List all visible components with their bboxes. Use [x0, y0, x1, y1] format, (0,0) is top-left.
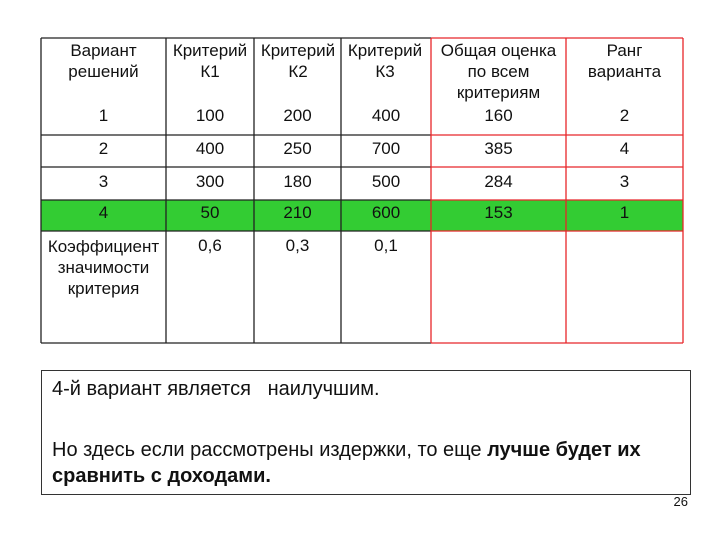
header-k1: Критерий К1: [172, 41, 248, 81]
weight-k1: 0,6: [198, 236, 222, 255]
row3-total: 284: [484, 172, 513, 191]
row2-k1: 400: [195, 139, 225, 158]
header-k2: Критерий К2: [260, 41, 336, 81]
weights-label: Коэффициент значимости критерия: [47, 237, 160, 298]
row4-k1: 50: [200, 203, 220, 222]
row3-k3: 500: [371, 172, 401, 191]
row4-k3: 600: [371, 203, 401, 222]
row2-k3: 700: [371, 139, 401, 158]
row3-k2: 180: [283, 172, 312, 191]
row4-k2: 210: [283, 203, 312, 222]
row4-rank: 1: [619, 203, 630, 222]
conclusion-line-2: Но здесь если рассмотрены издержки, то еще лучше будет их сравнить с доходами.: [52, 439, 641, 487]
row4-variant: 4: [98, 203, 109, 222]
row1-rank: 2: [619, 106, 630, 125]
header-total: Общая оценка по всем критериям: [440, 41, 557, 102]
row3-k1: 300: [195, 172, 225, 191]
header-variant: Вариант решений: [68, 41, 139, 81]
page-number: 26: [673, 494, 688, 509]
row2-total: 385: [484, 139, 513, 158]
header-rank: Ранг варианта: [587, 41, 662, 81]
row3-rank: 3: [619, 172, 630, 191]
row2-variant: 2: [98, 139, 109, 158]
weight-k2: 0,3: [285, 236, 310, 255]
row1-k3: 400: [371, 106, 401, 125]
conclusion-line-1: 4-й вариант является наилучшим.: [52, 378, 380, 400]
row2-k2: 250: [283, 139, 312, 158]
row1-k1: 100: [195, 106, 225, 125]
row4-total: 153: [484, 203, 513, 222]
conclusion-box: [41, 370, 691, 495]
row1-variant: 1: [98, 106, 109, 125]
header-k3: Критерий К3: [347, 41, 423, 81]
row1-k2: 200: [283, 106, 312, 125]
row3-variant: 3: [98, 172, 109, 191]
row1-total: 160: [484, 106, 513, 125]
row2-rank: 4: [619, 139, 630, 158]
weight-k3: 0,1: [374, 236, 398, 255]
